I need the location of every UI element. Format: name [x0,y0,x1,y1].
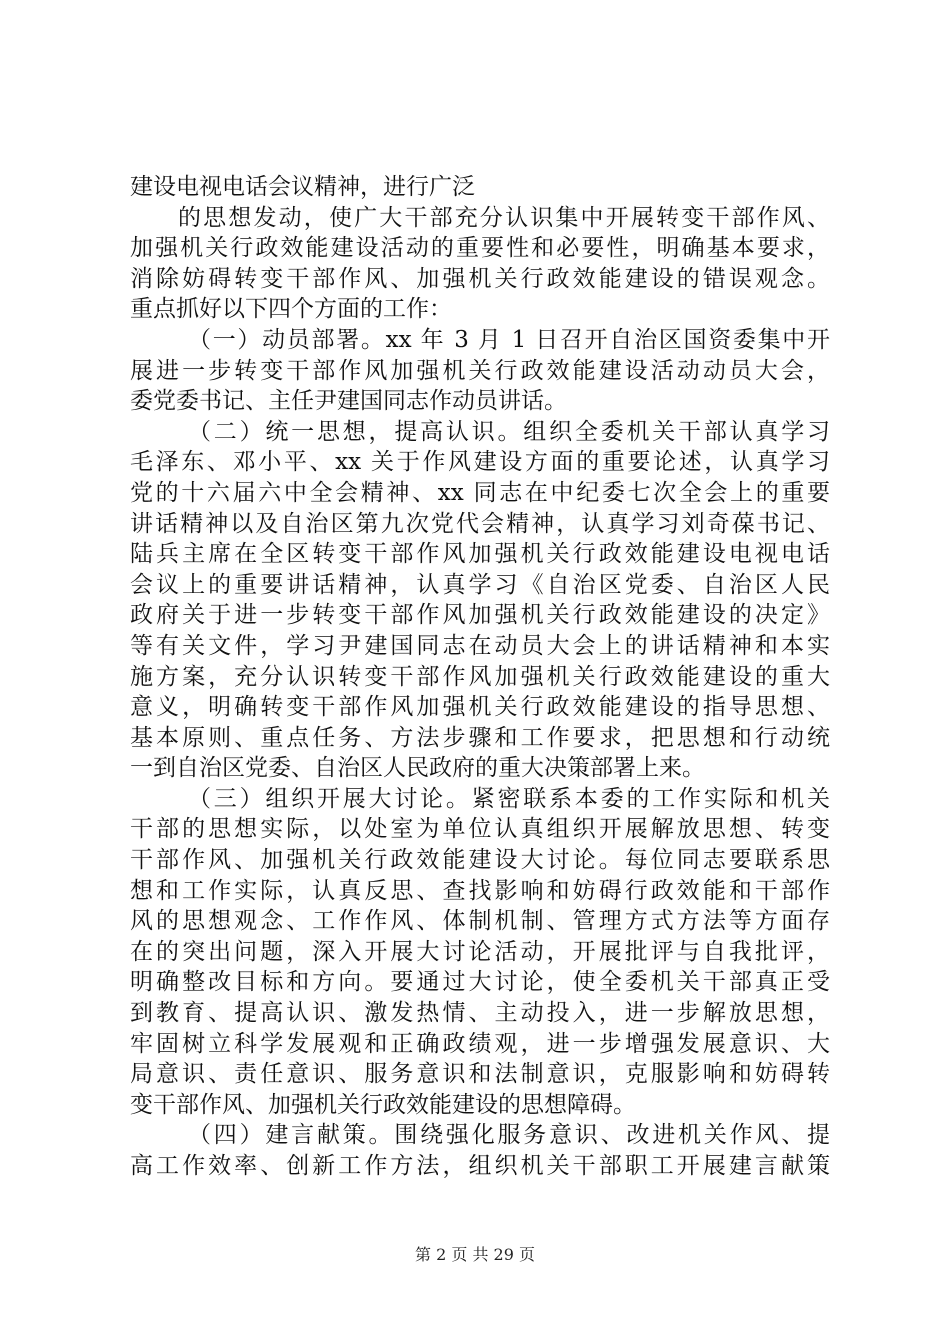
text-line: 在的突出问题，深入开展大讨论活动，开展批评与自我批评， [130,938,830,965]
text-line: 明确整改目标和方向。要通过大讨论，使全委机关干部真正受 [130,969,830,996]
text-line: 建设电视电话会议精神，进行广泛 [130,174,475,200]
text-line: 高工作效率、创新工作方法，组织机关干部职工开展建言献策 [130,1153,830,1179]
text-line: （四）建言献策。围绕强化服务意识、改进机关作风、提 [188,1122,830,1149]
text-line: 展进一步转变干部作风加强机关行政效能建设活动动员大会， [130,357,830,384]
text-line: 的思想发动，使广大干部充分认识集中开展转变干部作风、 [178,204,830,231]
text-line: 干部的思想实际，以处室为单位认真组织开展解放思想、转变 [130,816,830,843]
text-line: 意义，明确转变干部作风加强机关行政效能建设的指导思想、 [130,694,830,721]
text-line: 一到自治区党委、自治区人民政府的重大决策部署上来。 [130,755,705,782]
text-line: 干部作风、加强机关行政效能建设大讨论。每位同志要联系思 [130,847,830,874]
text-line: 讲话精神以及自治区第九次党代会精神，认真学习刘奇葆书记、 [130,510,830,537]
text-line: 牢固树立科学发展观和正确政绩观，进一步增强发展意识、大 [130,1030,830,1057]
text-line: 毛泽东、邓小平、xx 关于作风建设方面的重要论述，认真学习 [130,449,830,476]
text-line: 施方案，充分认识转变干部作风加强机关行政效能建设的重大 [130,663,830,690]
text-line: 基本原则、重点任务、方法步骤和工作要求，把思想和行动统 [130,724,830,751]
text-line: 想和工作实际，认真反思、查找影响和妨碍行政效能和干部作 [130,877,830,904]
text-line: 陆兵主席在全区转变干部作风加强机关行政效能建设电视电话 [130,541,830,568]
text-line: （三）组织开展大讨论。紧密联系本委的工作实际和机关 [188,785,830,812]
text-line: 委党委书记、主任尹建国同志作动员讲话。 [130,388,567,415]
page-number-footer: 第 2 页 共 29 页 [415,1245,535,1264]
text-line: 加强机关行政效能建设活动的重要性和必要性，明确基本要求， [130,235,830,262]
text-line: 变干部作风、加强机关行政效能建设的思想障碍。 [130,1091,636,1118]
text-line: 等有关文件，学习尹建国同志在动员大会上的讲话精神和本实 [130,632,830,659]
text-line: 党的十六届六中全会精神、xx 同志在中纪委七次全会上的重要 [130,479,830,506]
text-line: 会议上的重要讲话精神，认真学习《自治区党委、自治区人民 [130,571,830,598]
text-line: 风的思想观念、工作作风、体制机制、管理方式方法等方面存 [130,908,830,935]
text-line: 重点抓好以下四个方面的工作： [130,296,452,323]
text-line: 政府关于进一步转变干部作风加强机关行政效能建设的决定》 [130,602,830,629]
text-line: 到教育、提高认识、激发热情、主动投入，进一步解放思想， [130,1000,830,1027]
text-line: 消除妨碍转变干部作风、加强机关行政效能建设的错误观念。 [130,265,830,292]
text-line: （二）统一思想，提高认识。组织全委机关干部认真学习 [188,418,830,445]
text-line: （一）动员部署。xx 年 3 月 1 日召开自治区国资委集中开 [188,326,830,353]
document-body [130,172,830,1182]
text-line: 局意识、责任意识、服务意识和法制意识，克服影响和妨碍转 [130,1061,830,1088]
